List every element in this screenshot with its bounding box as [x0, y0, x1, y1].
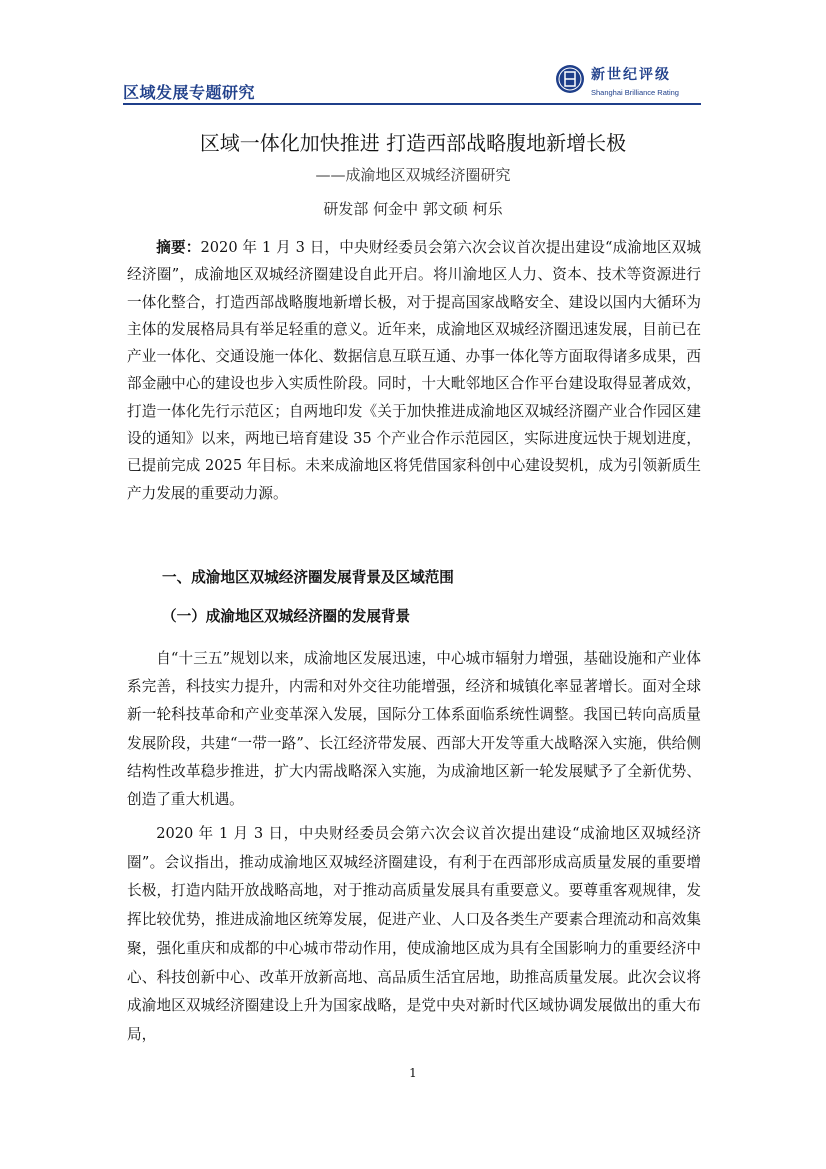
document-title: 区域一体化加快推进 打造西部战略腹地新增长极: [199, 131, 627, 155]
abstract-label: 摘要：: [156, 239, 201, 256]
subsection-heading: （一）成渝地区双城经济圈的发展背景: [162, 608, 411, 625]
body-paragraph: 自“十三五”规划以来，成渝地区发展迅速，中心城市辐射力增强，基础设施和产业体系完善，科技实力提升，内需和对外交往功能增强，经济和城镇化率显著增长。面对全球新一轮科技革命和产业变革深入发展，国际分工体系面临系统性调整。我国已转向高质量发展阶段，共建“一带一路”、长江经济带发展、西部大开发等重大战略深入实施，供给侧结构性改革稳步推进，扩大内需战略深入实施，为成渝地区新一轮发展赋予了全新优势、创造了重大机遇。: [127, 650, 701, 809]
header-divider: [123, 103, 701, 105]
abstract-text: 2020 年 1 月 3 日，中央财经委员会第六次会议首次提出建设“成渝地区双城经济圈”，成渝地区双城经济圈建设自此开启。将川渝地区人力、资本、技术等资源进行一体化整合，打造西部战略腹地新增长极，对于提高国家战略安全、建设以国内大循环为主体的发展格局具有举足轻重的意义。近年来，成渝地区双城经济圈迅速发展，目前已在产业一体化、交通设施一体化、数据信息互联互通、办事一体化等方面取得诸多成果，西部金融中心的建设也步入实质性阶段。同时，十大毗邻地区合作平台建设取得显著成效，打造一体化先行示范区；自两地印发《关于加快推进成渝地区双城经济圈产业合作园区建设的通知》以来，两地已培育建设 35 个产业合作示范园区，实际进度远快于规划进度，已提前完成 2025 年目标。未来成渝地区将凭借国家科创中心建设契机，成为引领新质生产力发展的重要动力源。: [127, 239, 701, 502]
section-heading: 一、成渝地区双城经济圈发展背景及区域范围: [162, 569, 454, 586]
header-section-title: 区域发展专题研究: [123, 83, 256, 102]
body-paragraph: 2020 年 1 月 3 日，中央财经委员会第六次会议首次提出建设“成渝地区双城经济圈”。会议指出，推动成渝地区双城经济圈建设，有利于在西部形成高质量发展的重要增长极，打造内陆开放战略高地，对于推动高质量发展具有重要意义。要尊重客观规律，发挥比较优势，推进成渝地区统筹发展，促进产业、人口及各类生产要素合理流动和高效集聚，强化重庆和成都的中心城市带动作用，使成渝地区成为具有全国影响力的重要经济中心、科技创新中心、改革开放新高地、高品质生活宜居地，助推高质量发展。此次会议将成渝地区双城经济圈建设上升为国家战略，是党中央对新时代区域协调发展做出的重大布局，: [127, 825, 701, 1043]
logo: [555, 64, 701, 102]
abstract: [127, 234, 701, 507]
logo-chinese-name: 新世纪评级: [591, 67, 671, 83]
page-number: 1: [409, 1066, 417, 1080]
logo-emblem-icon: [555, 64, 585, 94]
page-header: [123, 64, 701, 104]
document-subtitle: ——成渝地区双城经济圈研究: [315, 166, 511, 184]
authors: 研发部 何金中 郭文硕 柯乐: [323, 200, 503, 218]
logo-english-name: Shanghai Brilliance Rating: [591, 88, 679, 97]
